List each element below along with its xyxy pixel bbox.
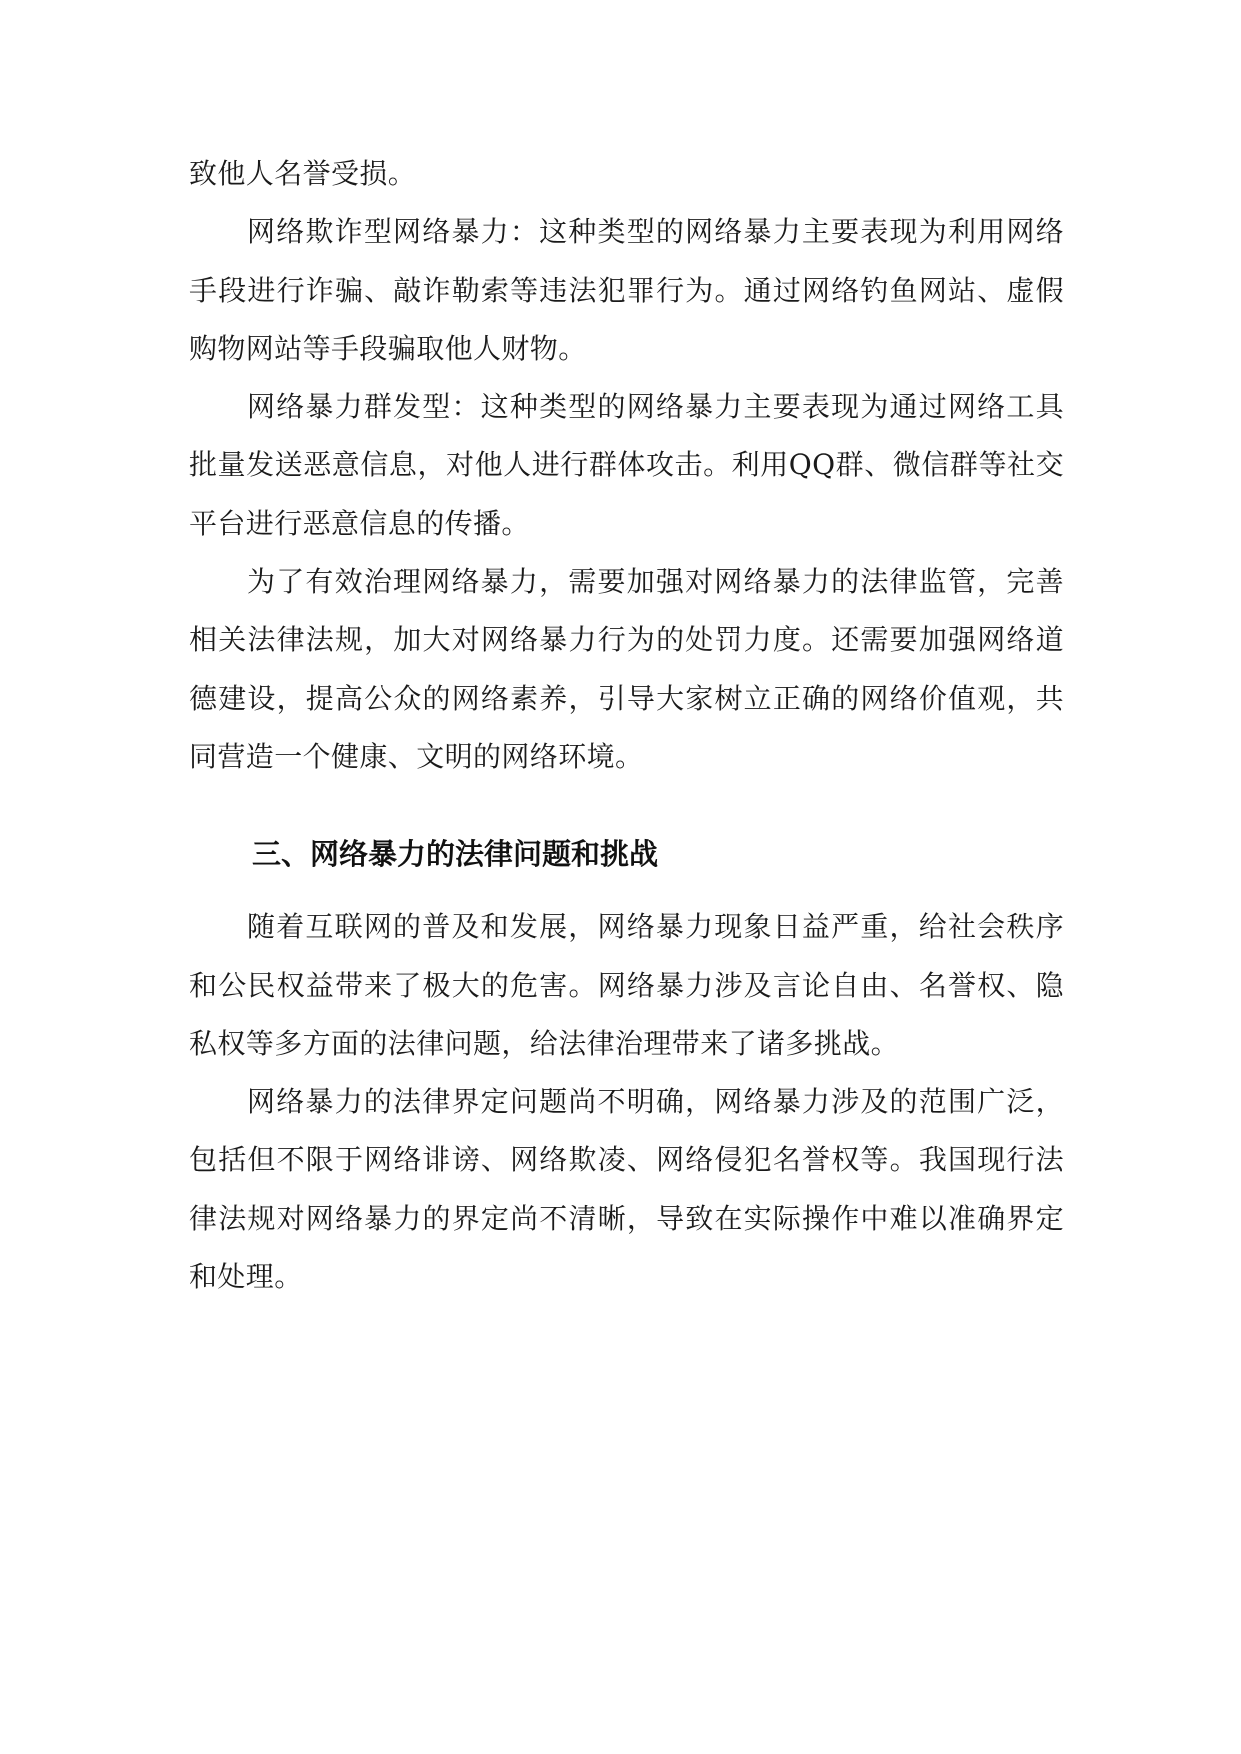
paragraph-network-fraud: 网络欺诈型网络暴力：这种类型的网络暴力主要表现为利用网络手段进行诈骗、敲诈勒索等违法犯罪行为。通过网络钓鱼网站、虚假购物网站等手段骗取他人财物。 — [189, 215, 1064, 365]
paragraph-continuation: 致他人名誉受损。 — [189, 157, 417, 190]
paragraph-governance: 为了有效治理网络暴力，需要加强对网络暴力的法律监管，完善相关法律法规，加大对网络暴力行为的处罚力度。还需要加强网络道德建设，提高公众的网络素养，引导大家树立正确的网络价值观，共同营造一个健康、文明的网络环境。 — [189, 565, 1064, 773]
document-body — [189, 145, 1064, 1306]
paragraph-legal-definition: 网络暴力的法律界定问题尚不明确，网络暴力涉及的范围广泛，包括但不限于网络诽谤、网络欺凌、网络侵犯名誉权等。我国现行法律法规对网络暴力的界定尚不清晰，导致在实际操作中难以准确界定和处理。 — [189, 1085, 1064, 1294]
paragraph-legal-issues: 随着互联网的普及和发展，网络暴力现象日益严重，给社会秩序和公民权益带来了极大的危害。网络暴力涉及言论自由、名誉权、隐私权等多方面的法律问题，给法律治理带来了诸多挑战。 — [189, 910, 1064, 1060]
section-heading: 三、网络暴力的法律问题和挑战 — [252, 837, 659, 872]
paragraph-mass-messaging: 网络暴力群发型：这种类型的网络暴力主要表现为通过网络工具批量发送恶意信息，对他人进行群体攻击。利用QQ群、微信群等社交平台进行恶意信息的传播。 — [189, 390, 1064, 540]
